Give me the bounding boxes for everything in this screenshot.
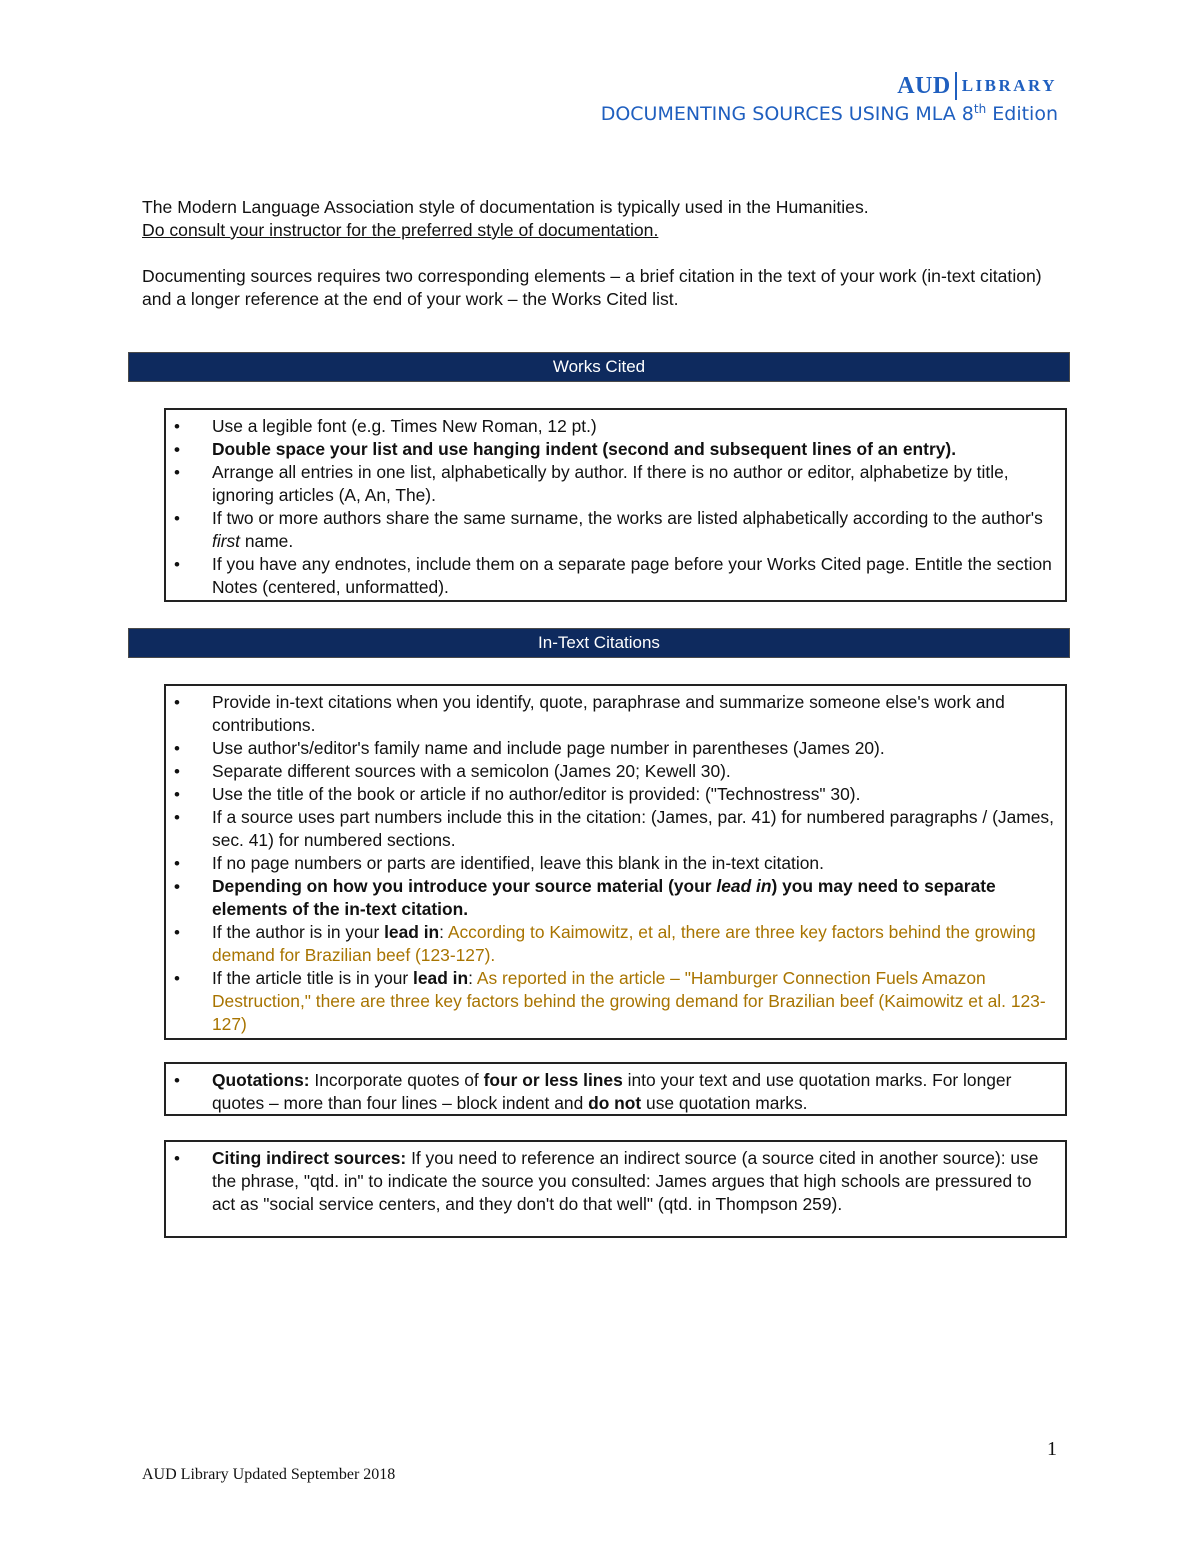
in-text-citations-heading: In-Text Citations (128, 628, 1070, 658)
footer-text: AUD Library Updated September 2018 (142, 1466, 396, 1483)
quotations-box (164, 1062, 1067, 1116)
list-item: • If two or more authors share the same surname, the works are listed alphabetically according to the author's first name. (166, 507, 1065, 553)
list-item: • Provide in-text citations when you identify, quote, paraphrase and summarize someone else's work and contributions. (166, 691, 1065, 737)
list-item: • Separate different sources with a semicolon (James 20; Kewell 30). (166, 760, 1065, 783)
intro-section (142, 196, 1062, 311)
intro-instructor-note: Do consult your instructor for the preferred style of documentation. (142, 220, 659, 240)
in-text-citations-list (166, 691, 1065, 1036)
list-item: • Citing indirect sources: If you need to reference an indirect source (a source cited in another source): use the phrase, "qtd. in" to indicate the source you consulted: James argues that high schools are pressured to act as "social service centers, and they don't do that well" (qtd. in Thompson 259). (166, 1147, 1065, 1216)
logo-divider (955, 72, 957, 100)
list-item: • If a source uses part numbers include this in the citation: (James, par. 41) for numbered paragraphs / (James, sec. 41) for numbered sections. (166, 806, 1065, 852)
works-cited-heading: Works Cited (128, 352, 1070, 382)
list-item: • Double space your list and use hanging indent (second and subsequent lines of an entry). (166, 438, 1065, 461)
page-number: 1 (1047, 1438, 1057, 1460)
document-title: DOCUMENTING SOURCES USING MLA 8th Edition (600, 102, 1058, 125)
list-item: • Depending on how you introduce your source material (your lead in) you may need to separate elements of the in-text citation. (166, 875, 1065, 921)
indirect-sources-box (164, 1140, 1067, 1238)
list-item: • Use the title of the book or article if no author/editor is provided: ("Technostress" 30). (166, 783, 1065, 806)
intro-line: The Modern Language Association style of documentation is typically used in the Humanities. (142, 197, 869, 217)
works-cited-list (166, 415, 1065, 599)
list-item: • If the article title is in your lead in: As reported in the article – "Hamburger Connection Fuels Amazon Destruction," there are three key factors behind the growing demand for Brazilian beef (Kaimowitz et al. 123-127) (166, 967, 1065, 1036)
works-cited-box (164, 408, 1067, 602)
in-text-citations-box (164, 684, 1067, 1040)
list-item: • Arrange all entries in one list, alphabetically by author. If there is no author or editor, alphabetize by title, ignoring articles (A, An, The). (166, 461, 1065, 507)
intro-paragraph: Documenting sources requires two corresponding elements – a brief citation in the text of your work (in-text citation) and a longer reference at the end of your work – the Works Cited list. (142, 266, 1042, 309)
list-item: • Quotations: Incorporate quotes of four or less lines into your text and use quotation marks. For longer quotes – more than four lines – block indent and do not use quotation marks. (166, 1069, 1065, 1115)
list-item: • Use author's/editor's family name and include page number in parentheses (James 20). (166, 737, 1065, 760)
logo-library: LIBRARY (961, 76, 1057, 95)
list-item: • If you have any endnotes, include them on a separate page before your Works Cited page. Entitle the section Notes (centered, unformatted). (166, 553, 1065, 599)
logo-aud: AUD (897, 72, 951, 99)
list-item: • Use a legible font (e.g. Times New Roman, 12 pt.) (166, 415, 1065, 438)
list-item: • If no page numbers or parts are identified, leave this blank in the in-text citation. (166, 852, 1065, 875)
list-item: • If the author is in your lead in: According to Kaimowitz, et al, there are three key factors behind the growing demand for Brazilian beef (123-127). (166, 921, 1065, 967)
aud-library-logo (897, 72, 1057, 100)
